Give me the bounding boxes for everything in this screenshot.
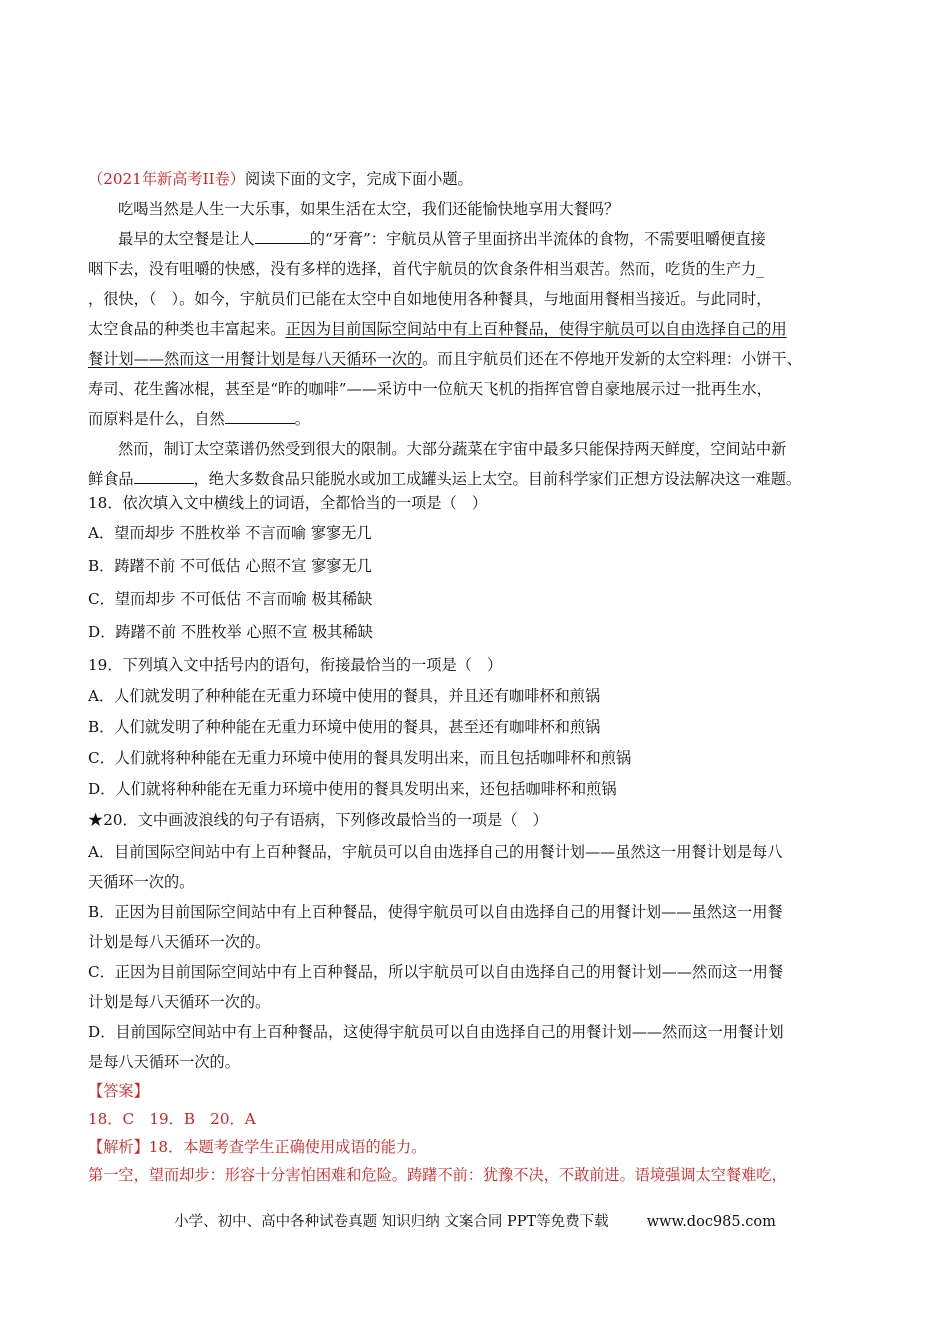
q20-option-a-line-1: A．目前国际空间站中有上百种餐品，宇航员可以自由选择自己的用餐计划——虽然这一用餐计划是每八	[88, 843, 783, 861]
wavy-underlined-sentence: 正因为目前国际空间站中有上百种餐品，使得宇航员可以自由选择自己的用	[285, 320, 787, 338]
passage-text: ，绝大多数食品只能脱水或加工成罐头运上太空。目前科学家们正想方设法解决这一难题。	[193, 470, 802, 488]
wavy-underlined-sentence: 餐计划——然而这一用餐计划是每八天循环一次的	[88, 350, 423, 368]
analysis-line-2: 第一空，望而却步：形容十分害怕困难和危险。踌躇不前：犹豫不决，不敢前进。语境强调太空餐难吃，	[88, 1166, 787, 1184]
fill-blank-3	[225, 409, 295, 424]
passage-text: 鲜食品	[88, 470, 134, 488]
q18-option-b: B．踌躇不前 不可低估 心照不宣 寥寥无几	[88, 557, 372, 575]
intro-text: 阅读下面的文字，完成下面小题。	[244, 170, 473, 188]
answer-label: 【答案】	[88, 1082, 149, 1100]
passage-p2-line-3: ，很快，（ ）。如今，宇航员们已能在太空中自如地使用各种餐具，与地面用餐相当接近。与此同时，	[88, 290, 772, 308]
analysis-label: 【解析】	[88, 1138, 149, 1156]
q20-option-d-line-2: 是每八天循环一次的。	[88, 1053, 240, 1071]
passage-p2-line-2: 咽下去，没有咀嚼的快感，没有多样的选择，首代宇航员的饮食条件相当艰苦。然而，吃货的生产力_	[88, 260, 764, 278]
fill-blank-1	[255, 229, 310, 244]
passage-p2-line-7	[88, 408, 310, 430]
analysis-line-1	[88, 1136, 426, 1158]
passage-paragraph-1: 吃喝当然是人生一大乐事，如果生活在太空，我们还能愉快地享用大餐吗？	[118, 200, 620, 218]
passage-text: 最早的太空餐是让人	[118, 230, 255, 248]
passage-p2-line-1	[118, 228, 766, 250]
passage-text: 太空食品的种类也丰富起来。	[88, 320, 286, 338]
q20-option-c-line-2: 计划是每八天循环一次的。	[88, 993, 271, 1011]
passage-p3-line-2	[88, 468, 801, 490]
passage-text: 。而且宇航员们还在不停地开发新的太空料理：小饼干、	[422, 350, 802, 368]
q20-option-b-line-1: B．正因为目前国际空间站中有上百种餐品，使得宇航员可以自由选择自己的用餐计划——虽然这一用餐	[88, 903, 783, 921]
passage-p2-line-4	[88, 318, 787, 340]
passage-p2-line-5	[88, 348, 802, 370]
question-20: ★20．文中画波浪线的句子有语病，下列修改最恰当的一项是（ ）	[88, 811, 548, 829]
q19-option-c: C．人们就将种种能在无重力环境中使用的餐具发明出来，而且包括咖啡杯和煎锅	[88, 749, 632, 767]
q20-option-d-line-1: D．目前国际空间站中有上百种餐品，这使得宇航员可以自由选择自己的用餐计划——然而这一用餐计划	[88, 1023, 784, 1041]
footer-text: 小学、初中、高中各种试卷真题 知识归纳 文案合同 PPT等免费下载	[174, 1214, 609, 1230]
intro-line	[88, 168, 473, 190]
q19-option-d: D．人们就将种种能在无重力环境中使用的餐具发明出来，还包括咖啡杯和煎锅	[88, 780, 617, 798]
answer-values: 18．C 19．B 20．A	[88, 1110, 256, 1128]
fill-blank-4	[134, 469, 194, 484]
q19-option-a: A．人们就发明了种种能在无重力环境中使用的餐具，并且还有咖啡杯和煎锅	[88, 687, 601, 705]
q18-option-a: A．望而却步 不胜枚举 不言而喻 寥寥无几	[88, 524, 372, 542]
passage-text: 而原料是什么，自然	[88, 410, 225, 428]
source-tag: （2021年新高考II卷）	[88, 170, 245, 188]
q19-option-b: B．人们就发明了种种能在无重力环境中使用的餐具，甚至还有咖啡杯和煎锅	[88, 718, 601, 736]
footer-url[interactable]: www.doc985.com	[646, 1214, 776, 1230]
analysis-text: 18．本题考查学生正确使用成语的能力。	[148, 1138, 427, 1156]
q20-option-a-line-2: 天循环一次的。	[88, 873, 195, 891]
question-18: 18．依次填入文中横线上的词语，全都恰当的一项是（ ）	[88, 494, 488, 512]
q18-option-c: C．望而却步 不可低估 不言而喻 极其稀缺	[88, 590, 373, 608]
q18-option-d: D．踌躇不前 不胜枚举 心照不宣 极其稀缺	[88, 623, 373, 641]
passage-text: 的“牙膏”：宇航员从管子里面挤出半流体的食物，不需要咀嚼便直接	[309, 230, 766, 248]
question-19: 19．下列填入文中括号内的语句，衔接最恰当的一项是（ ）	[88, 656, 503, 674]
page-footer	[0, 1212, 950, 1232]
q20-option-c-line-1: C．正因为目前国际空间站中有上百种餐品，所以宇航员可以自由选择自己的用餐计划——然而这一用餐	[88, 963, 784, 981]
passage-p2-line-6: 寿司、花生酱冰棍，甚至是“昨的咖啡”——采访中一位航天飞机的指挥官曾自豪地展示过一批再生水，	[88, 380, 772, 398]
q20-option-b-line-2: 计划是每八天循环一次的。	[88, 933, 271, 951]
passage-text: 。	[294, 410, 310, 428]
passage-p3-line-1: 然而，制订太空菜谱仍然受到很大的限制。大部分蔬菜在宇宙中最多只能保持两天鲜度，空间站中新	[118, 440, 787, 458]
